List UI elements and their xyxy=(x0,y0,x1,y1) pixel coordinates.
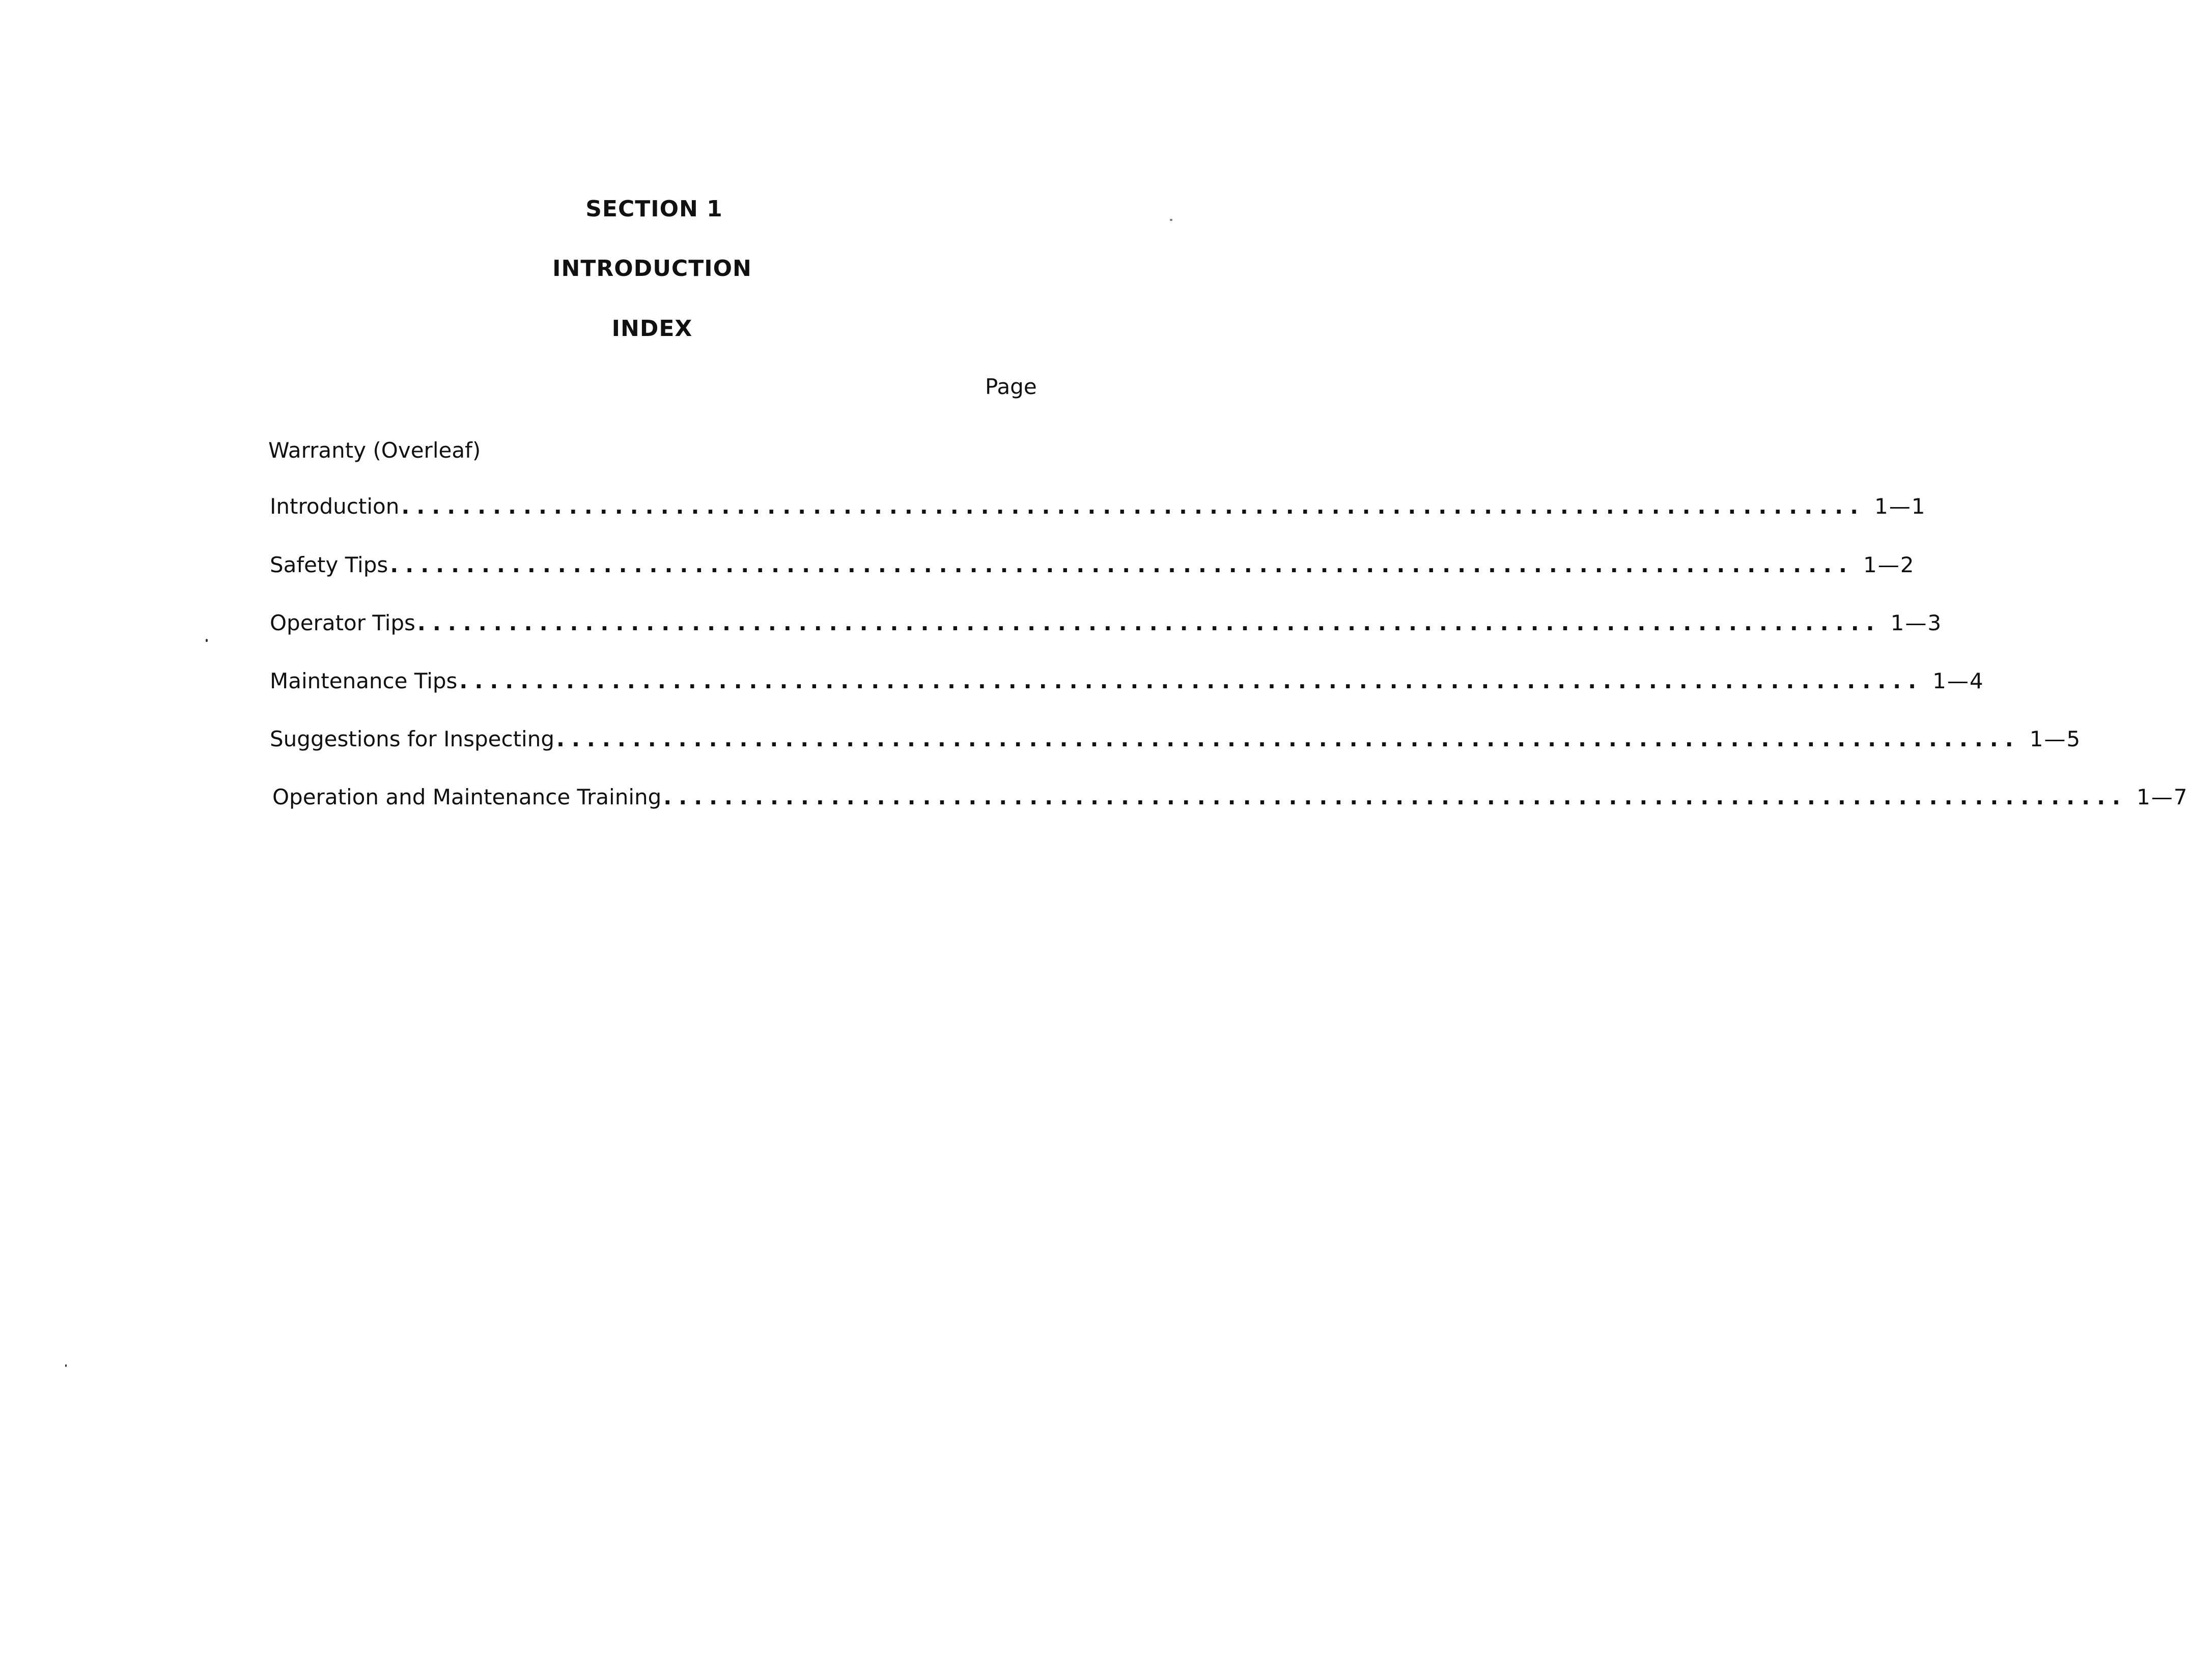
page-column-label: Page xyxy=(985,374,1037,399)
dot-leader: ................................................................................................ xyxy=(401,494,1866,519)
toc-title: Maintenance Tips xyxy=(270,668,458,693)
toc-row xyxy=(270,610,1943,641)
dot-leader: ................................................................................................ xyxy=(663,785,2127,809)
warranty-entry: Warranty (Overleaf) xyxy=(268,438,481,463)
toc-row xyxy=(270,668,1984,699)
dot-leader: ................................................................................................ xyxy=(459,668,1924,693)
index-heading: INDEX xyxy=(611,316,693,342)
dot-leader: ................................................................................................ xyxy=(556,726,2021,751)
dot-leader: ................................................................................................ xyxy=(417,610,1882,635)
toc-row xyxy=(270,552,1915,583)
toc-row xyxy=(272,785,2188,815)
toc-title: Introduction xyxy=(270,494,400,519)
toc-title: Operation and Maintenance Training xyxy=(272,785,662,809)
toc-page-number: 1—4 xyxy=(1932,668,1984,693)
toc-title: Safety Tips xyxy=(270,552,388,577)
toc-page-number: 1—5 xyxy=(2029,726,2082,751)
toc-page-number: 1—2 xyxy=(1863,552,1915,577)
scan-speck xyxy=(65,1364,67,1367)
dot-leader: ................................................................................................ xyxy=(390,552,1854,577)
scan-speck xyxy=(1170,219,1172,221)
toc-row xyxy=(270,494,1926,524)
section-title: INTRODUCTION xyxy=(552,256,752,282)
scan-speck xyxy=(206,639,208,642)
toc-page-number: 1—1 xyxy=(1874,494,1926,519)
toc-page-number: 1—3 xyxy=(1890,610,1943,635)
toc-row xyxy=(270,726,2082,757)
toc-title: Suggestions for Inspecting xyxy=(270,726,555,751)
toc-title: Operator Tips xyxy=(270,610,415,635)
section-heading: SECTION 1 xyxy=(585,196,723,222)
toc-page-number: 1—7 xyxy=(2136,785,2188,809)
